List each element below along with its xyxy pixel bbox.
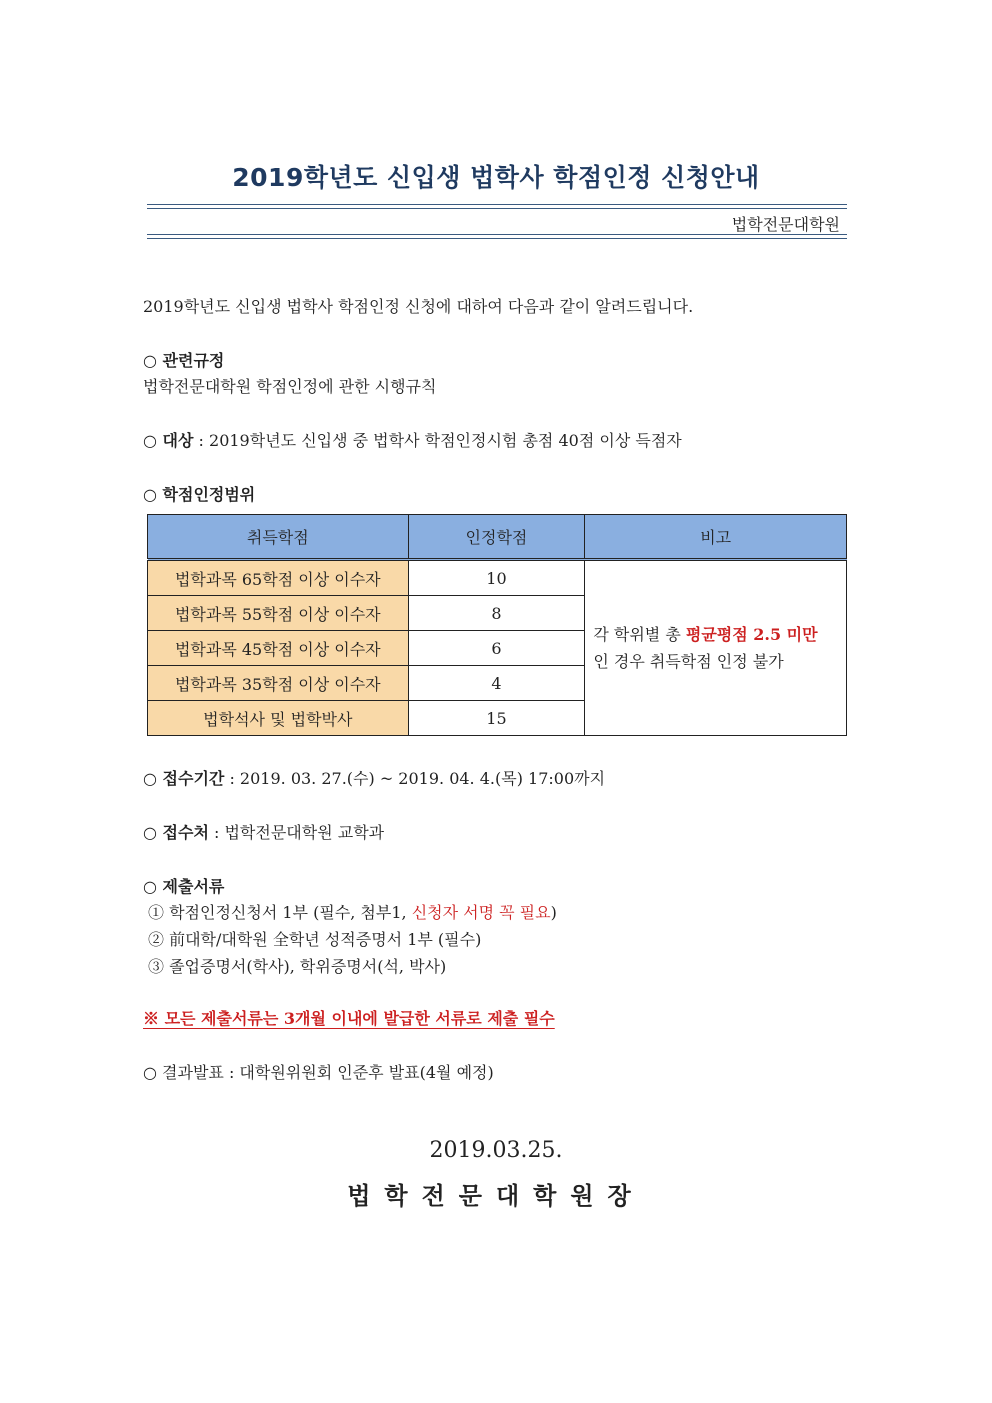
item1-post: ) [550, 903, 557, 922]
documents-item-1 [148, 900, 557, 923]
header-note: 비고 [585, 515, 847, 560]
header-acquired: 취득학점 [148, 515, 409, 560]
recognized-cell: 6 [408, 631, 585, 666]
document-date: 2019.03.25. [429, 1138, 563, 1163]
acquired-cell: 법학과목 55학점 이상 이수자 [148, 596, 409, 631]
table-row [148, 560, 847, 596]
acquired-cell: 법학석사 및 법학박사 [148, 701, 409, 736]
table-header-row [148, 515, 847, 560]
issuing-organization: 법학전문대학원 [731, 215, 840, 234]
note-red: 평균평점 2.5 미만 [685, 625, 818, 644]
recognized-cell: 10 [408, 560, 585, 596]
note-pre: 각 학위별 총 [593, 625, 686, 644]
acquired-cell: 법학과목 35학점 이상 이수자 [148, 666, 409, 701]
period-heading: ○ 접수기간 [143, 769, 225, 788]
recognized-cell: 4 [408, 666, 585, 701]
period-text: : 2019. 03. 27.(수) ~ 2019. 04. 4.(목) 17:00까지 [224, 769, 606, 788]
regulation-heading: ○ 관련규정 [143, 351, 225, 370]
title-rule-bottom-2 [147, 238, 847, 239]
target-text: : 2019학년도 신입생 중 법학사 학점인정시험 총점 40점 이상 득점자 [193, 431, 682, 450]
target-heading: ○ 대상 [143, 431, 194, 450]
place-line [143, 820, 384, 843]
scope-heading: ○ 학점인정범위 [143, 485, 256, 504]
title-rule-top-1 [147, 204, 847, 205]
recognized-cell: 8 [408, 596, 585, 631]
intro-text: 2019학년도 신입생 법학사 학점인정 신청에 대하여 다음과 같이 알려드립니다. [143, 297, 694, 316]
regulation-text: 법학전문대학원 학점인정에 관한 시행규칙 [143, 377, 437, 396]
signer-title: 법학전문대학원장 [347, 1181, 645, 1210]
warning-text: ※ 모든 제출서류는 3개월 이내에 발급한 서류로 제출 필수 [143, 1009, 555, 1028]
period-line [143, 766, 605, 789]
place-text: : 법학전문대학원 교학과 [208, 823, 385, 842]
place-heading: ○ 접수처 [143, 823, 209, 842]
documents-item-3: ③ 졸업증명서(학사), 학위증명서(석, 박사) [148, 957, 447, 976]
acquired-cell: 법학과목 45학점 이상 이수자 [148, 631, 409, 666]
header-recognized: 인정학점 [408, 515, 585, 560]
acquired-cell: 법학과목 65학점 이상 이수자 [148, 560, 409, 596]
credit-recognition-table [147, 514, 847, 736]
title-rule-bottom-1 [147, 234, 847, 235]
recognized-cell: 15 [408, 701, 585, 736]
note-cell [585, 560, 847, 736]
document-title: 2019학년도 신입생 법학사 학점인정 신청안내 [232, 163, 760, 192]
title-rule-top-2 [147, 208, 847, 209]
target-line [143, 428, 682, 451]
item1-pre: ① 학점인정신청서 1부 (필수, 첨부1, [148, 903, 412, 922]
documents-item-2: ② 前대학/대학원 全학년 성적증명서 1부 (필수) [148, 930, 482, 949]
result-text: ○ 결과발표 : 대학원위원회 인준후 발표(4월 예정) [143, 1063, 494, 1082]
note-post: 인 경우 취득학점 인정 불가 [593, 652, 784, 671]
item1-red: 신청자 서명 꼭 필요 [411, 903, 551, 922]
documents-heading: ○ 제출서류 [143, 877, 225, 896]
